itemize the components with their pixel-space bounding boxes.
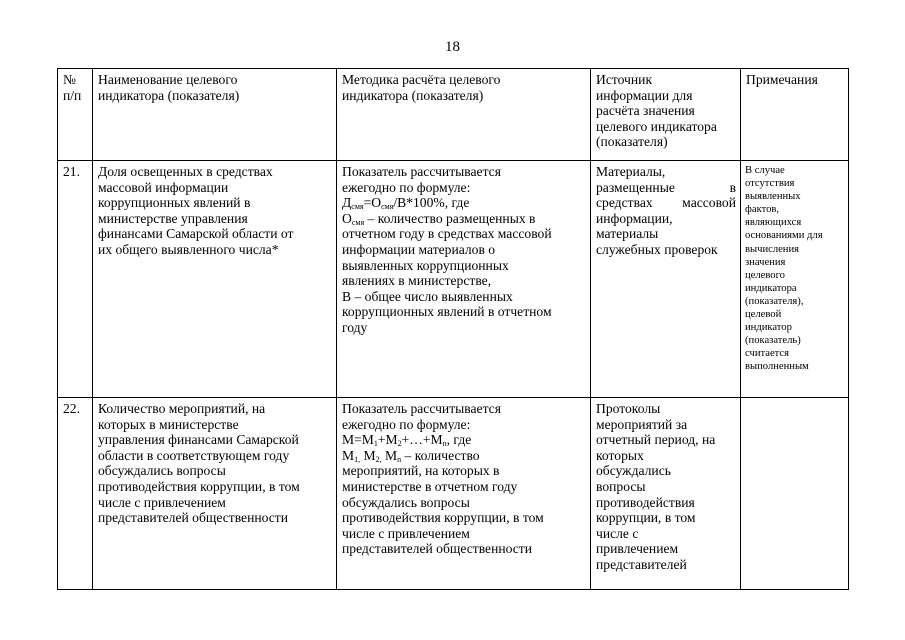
formula-part: М=М xyxy=(342,432,374,448)
formula-subscript: смя xyxy=(351,217,365,227)
header-source-line: расчёта значения xyxy=(596,103,695,119)
row21-source-line: размещенные в xyxy=(596,179,736,195)
formula-part: /В*100%, где xyxy=(393,195,470,211)
header-source-line: целевого индикатора xyxy=(596,118,717,134)
row21-method-line: отчетном году в средствах массовой xyxy=(342,226,552,242)
row22-method-line: противодействия коррупции, в том xyxy=(342,510,544,526)
row21-source-line: Материалы, xyxy=(596,164,666,179)
formula-subscript: 1 xyxy=(373,439,378,449)
header-name-line: Наименование целевого xyxy=(98,72,238,87)
definition-text: – количество размещенных в xyxy=(364,210,536,226)
row21-name-line: коррупционных явлений в xyxy=(98,195,251,211)
row22-source-line: коррупции, в том xyxy=(596,510,696,526)
formula-part: , где xyxy=(446,432,472,448)
row22-notes xyxy=(741,398,849,590)
row21-notes-line: являющихся xyxy=(745,217,802,229)
header-source-line: Источник xyxy=(596,72,653,87)
row21-notes-line: целевого xyxy=(745,269,785,281)
header-notes-line: Примечания xyxy=(746,72,818,87)
formula-part: Д xyxy=(342,195,352,211)
row22-method-line: ежегодно по формуле: xyxy=(342,416,471,432)
row21-o-definition xyxy=(342,211,586,227)
row21-method-line: Показатель рассчитывается xyxy=(342,164,501,179)
row21-notes-line: выявленных xyxy=(745,191,801,203)
row22-method-line: представителей общественности xyxy=(342,541,533,557)
definition-text: – количество xyxy=(401,447,480,463)
row21-method-line: ежегодно по формуле: xyxy=(342,179,471,195)
row21-notes-line: (показатель) xyxy=(745,335,801,347)
formula-subscript: 1, xyxy=(354,454,361,464)
row22-source-line: привлечением xyxy=(596,541,679,557)
row21-notes-line: считается xyxy=(745,348,789,360)
row21-notes-line: значения xyxy=(745,256,786,268)
row21-notes-line: основаниями для xyxy=(745,230,823,242)
row22-name-line: представителей общественности xyxy=(98,510,289,526)
row21-method xyxy=(337,161,591,398)
row21-method-line: информации материалов о xyxy=(342,241,496,257)
formula-subscript: смя xyxy=(381,202,394,212)
row22-source-line: мероприятий за xyxy=(596,416,688,432)
row21-notes-line: индикатора xyxy=(745,282,797,294)
row21-notes-line: (показателя), xyxy=(745,295,804,307)
formula-part: М xyxy=(360,447,376,463)
row21-source-line: материалы xyxy=(596,226,659,242)
header-num-line: п/п xyxy=(63,87,82,103)
row21-notes-line: фактов, xyxy=(745,204,780,216)
row21-method-line: выявленных коррупционных xyxy=(342,257,509,273)
row21-name-line: Доля освещенных в средствах xyxy=(98,164,273,179)
row21-name-line: министерстве управления xyxy=(98,210,248,226)
row21-num: 21. xyxy=(58,161,93,398)
row21-notes-line: отсутствия xyxy=(745,178,795,190)
row22-source xyxy=(591,398,741,590)
row22-source-line: вопросы xyxy=(596,478,646,494)
formula-part: +…+М xyxy=(401,432,443,448)
row22-source-line: числе с xyxy=(596,525,639,541)
header-notes xyxy=(741,69,849,161)
row21-name xyxy=(93,161,337,398)
row22-name-line: управления финансами Самарской xyxy=(98,432,299,448)
row21-source-line: служебных проверок xyxy=(596,241,718,257)
row21-name-line: финансами Самарской области от xyxy=(98,226,294,242)
row21-notes-line: вычисления xyxy=(745,243,800,255)
row21-source-line: информации, xyxy=(596,210,673,226)
row21-formula xyxy=(342,195,586,211)
row21-method-line: В – общее число выявленных xyxy=(342,288,513,304)
formula-part: =О xyxy=(363,195,382,211)
table-row xyxy=(58,398,849,590)
header-name xyxy=(93,69,337,161)
formula-part: М xyxy=(381,447,398,463)
row21-method-line: году xyxy=(342,319,368,335)
row21-name-line: их общего выявленного числа* xyxy=(98,241,279,257)
row22-source-line: которых xyxy=(596,447,644,463)
row22-method-line: Показатель рассчитывается xyxy=(342,401,501,416)
row21-source xyxy=(591,161,741,398)
row21-source-line: средствах массовой xyxy=(596,195,736,211)
header-num xyxy=(58,69,93,161)
formula-part: +М xyxy=(377,432,398,448)
formula-subscript: n xyxy=(397,454,402,464)
page-number: 18 xyxy=(445,39,460,55)
row21-name-line: массовой информации xyxy=(98,179,229,195)
header-num-line: № xyxy=(63,72,76,87)
header-source-line: информации для xyxy=(596,87,693,103)
formula-subscript: смя xyxy=(351,202,364,212)
row22-name-line: противодействия коррупции, в том xyxy=(98,478,300,494)
row21-notes-line: целевой xyxy=(745,309,782,321)
row22-formula xyxy=(342,432,586,448)
row21-notes xyxy=(741,161,849,398)
header-source-line: (показателя) xyxy=(596,134,668,150)
row21-method-line: явлениях в министерстве, xyxy=(342,273,492,289)
row22-definition xyxy=(342,448,586,464)
row22-name-line: числе с привлечением xyxy=(98,494,226,510)
row22-source-line: обсуждались xyxy=(596,463,671,479)
row22-method-line: министерстве в отчетном году xyxy=(342,478,518,494)
formula-subscript: n xyxy=(442,439,447,449)
row22-name xyxy=(93,398,337,590)
row22-name-line: Количество мероприятий, на xyxy=(98,401,266,416)
row22-name-line: области в соответствующем году xyxy=(98,447,290,463)
header-source xyxy=(591,69,741,161)
formula-subscript: 2 xyxy=(397,439,402,449)
row22-method-line: мероприятий, на которых в xyxy=(342,463,500,479)
header-method-line: Методика расчёта целевого xyxy=(342,72,501,87)
row21-method-line: коррупционных явлений в отчетном xyxy=(342,304,552,320)
row21-notes-line: индикатор xyxy=(745,322,792,334)
row22-method xyxy=(337,398,591,590)
row22-method-line: обсуждались вопросы xyxy=(342,494,470,510)
header-method xyxy=(337,69,591,161)
row21-notes-line: В случае xyxy=(745,165,785,176)
indicators-table xyxy=(57,68,849,590)
row21-notes-line: выполненным xyxy=(745,361,809,373)
formula-subscript: 2, xyxy=(375,454,382,464)
table-row xyxy=(58,161,849,398)
row22-source-line: противодействия xyxy=(596,494,695,510)
formula-part: О xyxy=(342,210,352,226)
row22-name-line: обсуждались вопросы xyxy=(98,463,226,479)
row22-source-line: Протоколы xyxy=(596,401,661,416)
row22-source-line: отчетный период, на xyxy=(596,432,716,448)
header-method-line: индикатора (показателя) xyxy=(342,87,484,103)
formula-part: М xyxy=(342,447,355,463)
row22-num: 22. xyxy=(58,398,93,590)
row22-method-line: числе с привлечением xyxy=(342,525,470,541)
header-name-line: индикатора (показателя) xyxy=(98,87,240,103)
row22-source-line: представителей xyxy=(596,556,687,572)
table-header-row xyxy=(58,69,849,161)
row22-name-line: которых в министерстве xyxy=(98,416,239,432)
